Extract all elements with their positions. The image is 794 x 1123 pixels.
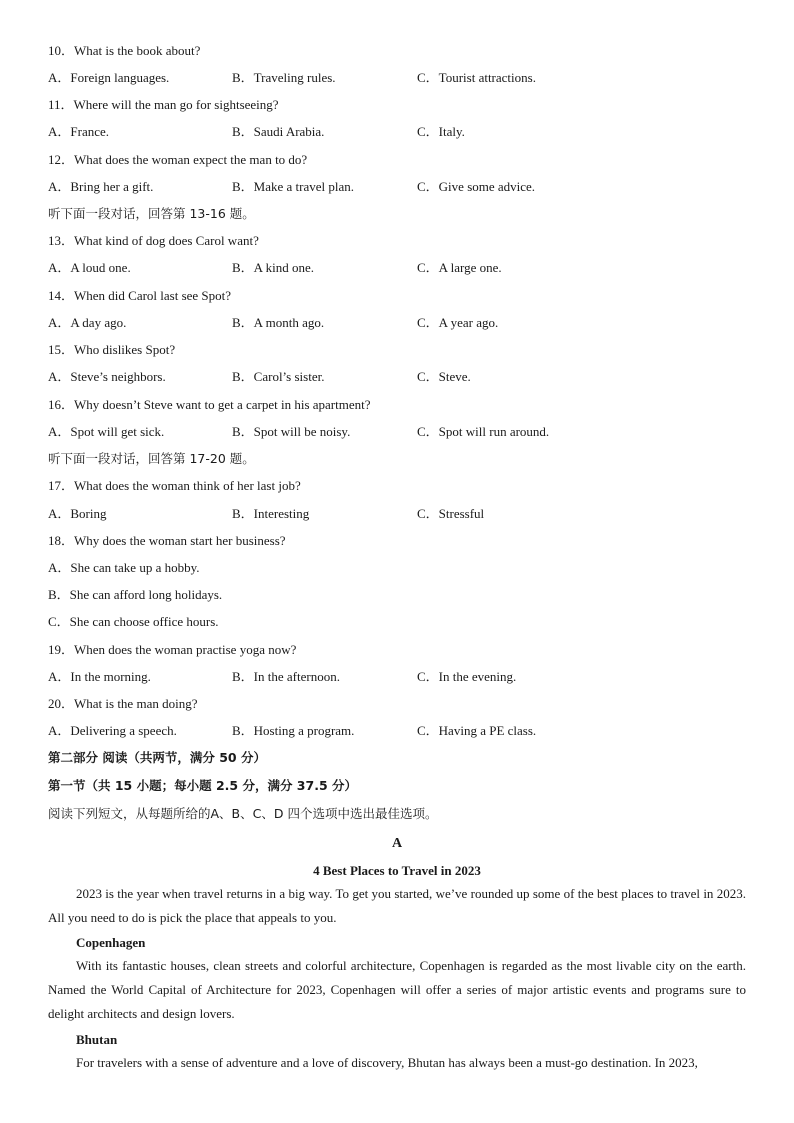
question-14-option-a: A．A day ago.: [48, 315, 127, 330]
copenhagen-heading: Copenhagen: [76, 935, 146, 950]
question-15-stem: 15．Who dislikes Spot?: [48, 342, 176, 357]
question-19-stem: 19．When does the woman practise yoga now?: [48, 642, 297, 657]
question-14-option-b: B．A month ago.: [232, 315, 325, 330]
question-18-option-a: A．She can take up a hobby.: [48, 560, 200, 575]
copenhagen-paragraph: With its fantastic houses, clean streets and colorful architecture, Copenhagen is regarded as the most livable city on the earth. Named the World Capital of Architecture for 2023, Copenhagen will offer a series of major artistic events and programs sure to delight architects and design lovers.: [48, 958, 746, 1021]
passage-intro: 2023 is the year when travel returns in a big way. To get you started, we’ve rounded up some of the best places to travel in 2023. All you need to do is pick the place that appeals to you.: [48, 886, 746, 925]
question-11-option-b: B．Saudi Arabia.: [232, 124, 325, 139]
question-17-stem: 17．What does the woman think of her last job?: [48, 478, 301, 493]
question-20-option-a: A．Delivering a speech.: [48, 723, 177, 738]
question-10-stem: 10．What is the book about?: [48, 43, 201, 58]
question-10-option-a: A．Foreign languages.: [48, 70, 170, 85]
question-11-option-c: C．Italy.: [417, 124, 465, 139]
question-12-option-a: A．Bring her a gift.: [48, 179, 154, 194]
question-11-stem: 11．Where will the man go for sightseeing?: [48, 97, 279, 112]
question-10-option-c: C．Tourist attractions.: [417, 70, 536, 85]
question-20-option-c: C．Having a PE class.: [417, 723, 537, 738]
question-13-option-a: A．A loud one.: [48, 260, 131, 275]
bhutan-paragraph: For travelers with a sense of adventure and a love of discovery, Bhutan has always been a must-go destination. In 2023,: [76, 1055, 698, 1070]
passage-letter: A: [391, 836, 403, 851]
question-15-option-c: C．Steve.: [417, 369, 471, 384]
question-19-option-a: A．In the morning.: [48, 669, 151, 684]
part2-heading: 第二部分 阅读（共两节，满分 50 分）: [48, 750, 266, 765]
question-16-option-a: A．Spot will get sick.: [48, 424, 165, 439]
question-11-option-a: A．France.: [48, 124, 110, 139]
question-20-option-b: B．Hosting a program.: [232, 723, 355, 738]
question-17-option-c: C．Stressful: [417, 506, 485, 521]
instruction-17-20: 听下面一段对话，回答第 17-20 题。: [48, 451, 255, 466]
question-12-option-b: B．Make a travel plan.: [232, 179, 355, 194]
question-14-stem: 14．When did Carol last see Spot?: [48, 288, 232, 303]
question-16-option-b: B．Spot will be noisy.: [232, 424, 351, 439]
question-16-stem: 16．Why doesn’t Steve want to get a carpet in his apartment?: [48, 397, 371, 412]
question-17-option-a: A．Boring: [48, 506, 107, 521]
instruction-13-16: 听下面一段对话，回答第 13-16 题。: [48, 206, 255, 221]
question-12-stem: 12．What does the woman expect the man to do?: [48, 152, 308, 167]
question-14-option-c: C．A year ago.: [417, 315, 499, 330]
question-16-option-c: C．Spot will run around.: [417, 424, 550, 439]
question-17-option-b: B．Interesting: [232, 506, 310, 521]
question-20-stem: 20．What is the man doing?: [48, 696, 198, 711]
question-10-option-b: B．Traveling rules.: [232, 70, 336, 85]
question-13-option-b: B．A kind one.: [232, 260, 314, 275]
reading-directions: 阅读下列短文，从每题所给的A、B、C、D 四个选项中选出最佳选项。: [48, 806, 438, 821]
question-12-option-c: C．Give some advice.: [417, 179, 536, 194]
passage-title: 4 Best Places to Travel in 2023: [313, 863, 481, 878]
question-15-option-b: B．Carol’s sister.: [232, 369, 325, 384]
section1-heading: 第一节（共 15 小题；每小题 2.5 分，满分 37.5 分）: [48, 778, 357, 793]
question-18-stem: 18．Why does the woman start her business?: [48, 533, 286, 548]
question-19-option-c: C．In the evening.: [417, 669, 517, 684]
question-15-option-a: A．Steve’s neighbors.: [48, 369, 166, 384]
question-19-option-b: B．In the afternoon.: [232, 669, 340, 684]
question-13-option-c: C．A large one.: [417, 260, 502, 275]
question-13-stem: 13．What kind of dog does Carol want?: [48, 233, 259, 248]
question-18-option-b: B．She can afford long holidays.: [48, 587, 223, 602]
bhutan-heading: Bhutan: [76, 1032, 118, 1047]
question-18-option-c: C．She can choose office hours.: [48, 614, 219, 629]
